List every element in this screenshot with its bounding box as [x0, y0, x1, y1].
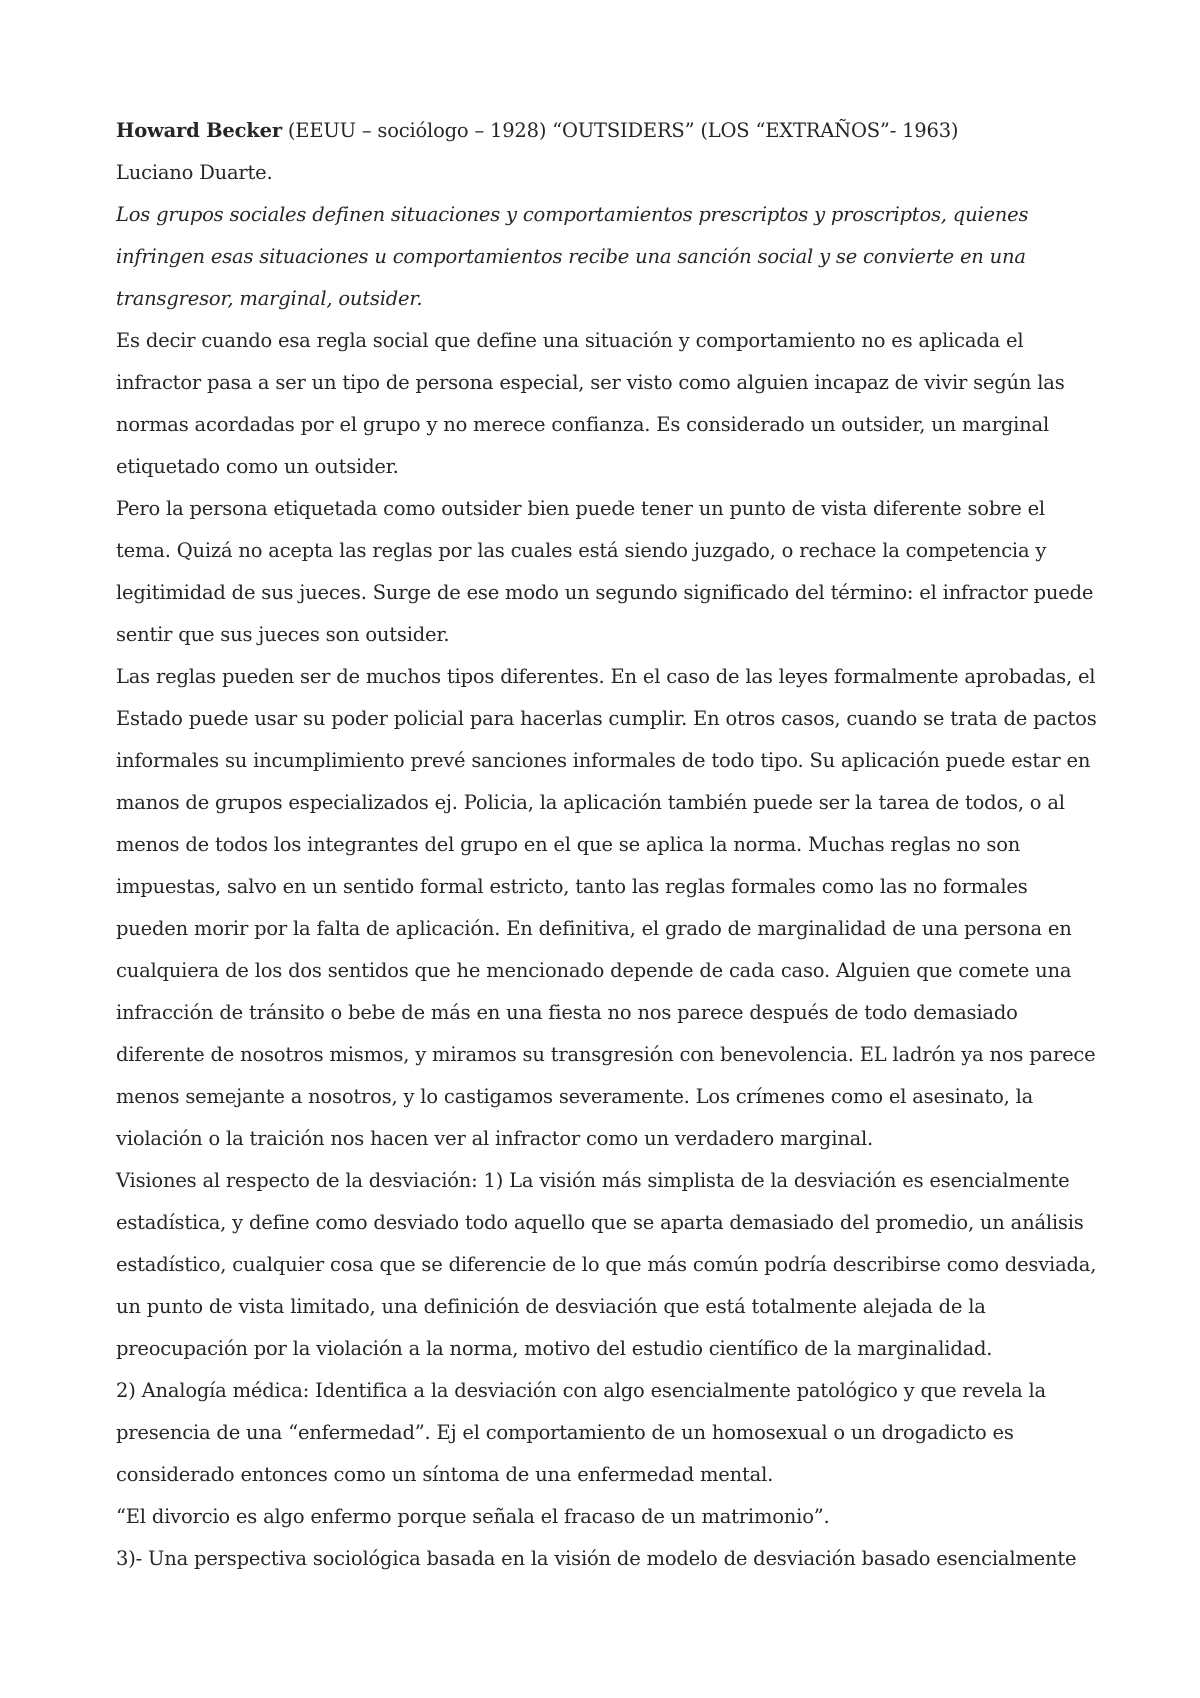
heading-author-name: Howard Becker: [116, 119, 282, 142]
intro-paragraph: Los grupos sociales definen situaciones y comportamientos prescriptos y proscriptos, quienes infringen esas situaciones u comportamientos recibe una sanción social y se convierte en una transgresor, marginal, outsider.: [116, 203, 1029, 310]
paragraph-4: Visiones al respecto de la desviación: 1) La visión más simplista de la desviación es esencialmente estadística, y define como desviado todo aquello que se aparta demasiado del promedio, un análisis estadístico, cualquier cosa que se diferencie de lo que más común podría describirse como desviada, un punto de vista limitado, una definición de desviación que está totalmente alejada de la preocupación por la violación a la norma, motivo del estudio científico de la marginalidad.: [116, 1169, 1097, 1360]
paragraph-1: Es decir cuando esa regla social que define una situación y comportamiento no es aplicada el infractor pasa a ser un tipo de persona especial, ser visto como alguien incapaz de vivir según las normas acordadas por el grupo y no merece confianza. Es considerado un outsider, un marginal etiquetado como un outsider.: [116, 329, 1065, 478]
document-author: Luciano Duarte.: [116, 161, 273, 184]
paragraph-7: 3)- Una perspectiva sociológica basada en la visión de modelo de desviación basado esencialmente: [116, 1547, 1077, 1570]
document-heading: [116, 110, 1098, 152]
paragraph-3: Las reglas pueden ser de muchos tipos diferentes. En el caso de las leyes formalmente aprobadas, el Estado puede usar su poder policial para hacerlas cumplir. En otros casos, cuando se trata de pactos informales su incumplimiento prevé sanciones informales de todo tipo. Su aplicación puede estar en manos de grupos especializados ej. Policia, la aplicación también puede ser la tarea de todos, o al menos de todos los integrantes del grupo en el que se aplica la norma. Muchas reglas no son impuestas, salvo en un sentido formal estricto, tanto las reglas formales como las no formales pueden morir por la falta de aplicación. En definitiva, el grado de marginalidad de una persona en cualquiera de los dos sentidos que he mencionado depende de cada caso. Alguien que comete una infracción de tránsito o bebe de más en una fiesta no nos parece después de todo demasiado diferente de nosotros mismos, y miramos su transgresión con benevolencia. EL ladrón ya nos parece menos semejante a nosotros, y lo castigamos severamente. Los crímenes como el asesinato, la violación o la traición nos hacen ver al infractor como un verdadero marginal.: [116, 665, 1097, 1150]
paragraph-2: Pero la persona etiquetada como outsider bien puede tener un punto de vista diferente sobre el tema. Quizá no acepta las reglas por las cuales está siendo juzgado, o rechace la competencia y legitimidad de sus jueces. Surge de ese modo un segundo significado del término: el infractor puede sentir que sus jueces son outsider.: [116, 497, 1094, 646]
document-body: [116, 110, 1098, 1580]
heading-details: (EEUU – sociólogo – 1928) “OUTSIDERS” (LOS “EXTRAÑOS”- 1963): [281, 119, 959, 142]
paragraph-6: “El divorcio es algo enfermo porque señala el fracaso de un matrimonio”.: [116, 1505, 830, 1528]
paragraph-5: 2) Analogía médica: Identifica a la desviación con algo esencialmente patológico y que revela la presencia de una “enfermedad”. Ej el comportamiento de un homosexual o un drogadicto es considerado entonces como un síntoma de una enfermedad mental.: [116, 1379, 1046, 1486]
